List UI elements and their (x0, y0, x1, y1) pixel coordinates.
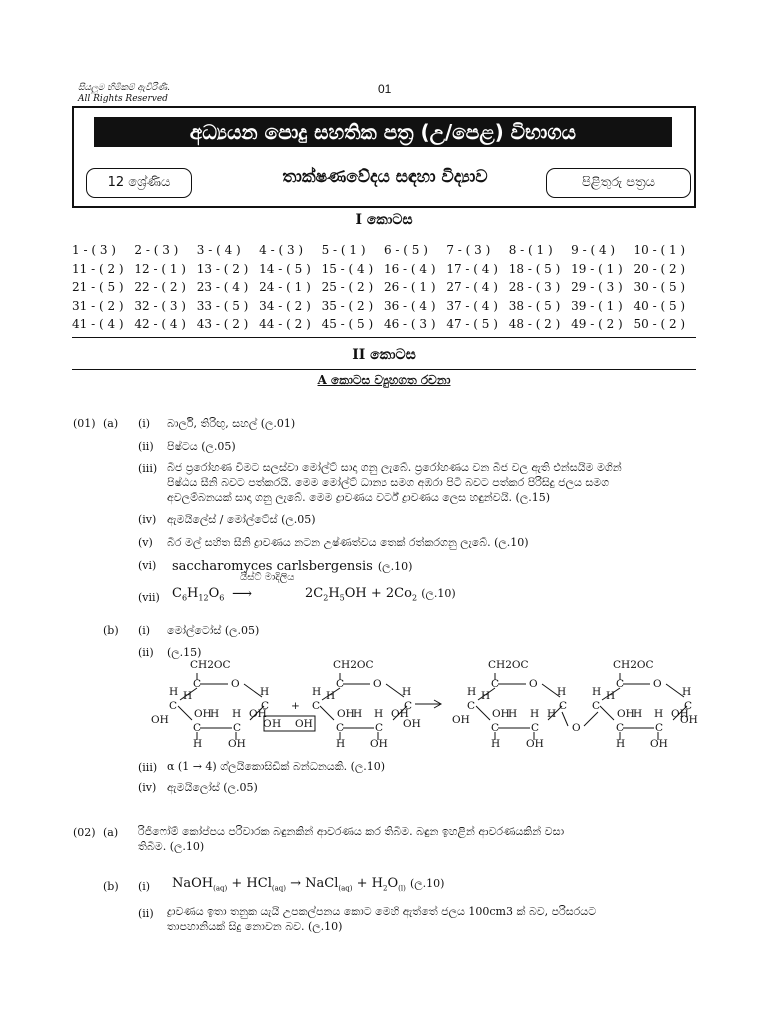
atom-label: OH (671, 708, 689, 720)
answer-line: රිජිෆෝම් කෝප්පය පරිවාරක බඳුනකින් ආවරණය කර තිබීම. බඳුන ඉහළින් ආවරණයකින් වසා (138, 825, 565, 838)
answer-paragraph (167, 904, 697, 934)
atom-label: H (353, 708, 363, 720)
mcq-answer: 25 - ( 2 ) (321, 280, 374, 294)
mcq-answer: 13 - ( 2 ) (196, 261, 249, 276)
atom-label: H (508, 708, 518, 720)
item-label: (i) (138, 624, 151, 637)
atom-label: H (481, 690, 491, 702)
page-number: 01 (378, 82, 392, 96)
atom-label: C (491, 722, 500, 734)
atom-label: OH (492, 708, 510, 720)
rights-sinhala: සියලුම හිමිකම් ඇවිරිණි. (78, 83, 171, 93)
mcq-answer: 16 - ( 4 ) (383, 261, 436, 276)
atom-label: C (531, 722, 540, 734)
atom-label: OH (295, 718, 313, 730)
atom-label: H (547, 708, 557, 720)
mcq-answer: 45 - ( 5 ) (321, 317, 374, 331)
answer-text: (ල.15) (167, 646, 202, 659)
atom-label: OH (403, 718, 421, 730)
reaction-reactant: $C_6H_{12}O_6$ (172, 586, 225, 603)
mcq-answer: 22 - ( 2 ) (134, 280, 186, 294)
atom-label: H (312, 686, 322, 698)
mcq-answer: 33 - ( 5 ) (196, 298, 249, 313)
atom-label: H (557, 686, 567, 698)
atom-label: OH (151, 714, 169, 726)
answer-line: තාපහානියක් සිදු නොවන බව. (ල.10) (167, 920, 343, 933)
answer-line: බීජ ප්‍රරෝහණ වීමට සලස්වා මෝල්ට් සාදා ගනු ලැබේ. ප්‍රරෝහණය වන බීජ වල ඇති එන්සයිම මගින් (167, 461, 622, 474)
marks: (ල.10) (409, 877, 445, 890)
atom-label: C (404, 700, 413, 712)
atom-label: H (467, 686, 477, 698)
mcq-answer: 3 - ( 4 ) (196, 243, 241, 257)
atom-label: H (260, 686, 270, 698)
mcq-answer: 39 - ( 1 ) (571, 298, 623, 313)
mcq-answer: 19 - ( 1 ) (571, 261, 623, 276)
mcq-answer: 47 - ( 5 ) (446, 317, 498, 331)
subpart-label: (b) (103, 880, 119, 893)
atom-label: OH (617, 708, 635, 720)
mcq-answer: 1 - ( 3 ) (72, 243, 116, 257)
part2-heading: II කොටස (352, 347, 416, 363)
subpart-label: (b) (103, 624, 119, 637)
atom-label: H (530, 708, 540, 720)
atom-label: C (261, 700, 270, 712)
atom-label: OH (650, 738, 668, 750)
mcq-answer: 12 - ( 1 ) (134, 261, 186, 276)
atom-label: H (232, 708, 242, 720)
organism-name: saccharomyces carlsbergensis (172, 559, 373, 574)
subpart-label: (a) (103, 826, 119, 839)
atom-label: OH (526, 738, 544, 750)
mcq-answer: 41 - ( 4 ) (72, 317, 124, 331)
atom-label: O (529, 678, 538, 690)
answer-text: පිෂ්ටය (ල.05) (167, 440, 236, 453)
answer-text: α (1 → 4) ග්ලයිකොසිඩික් බන්ධනයකි. (ල.10) (167, 760, 386, 773)
mcq-answer: 8 - ( 1 ) (508, 243, 553, 257)
mcq-answer: 2 - ( 3 ) (134, 243, 179, 257)
mcq-answer: 36 - ( 4 ) (383, 298, 436, 313)
mcq-answer: 26 - ( 1 ) (383, 280, 436, 294)
part1-heading: I කොටස (355, 212, 413, 228)
mcq-answer: 4 - ( 3 ) (259, 243, 304, 257)
mcq-answer: 35 - ( 2 ) (321, 298, 374, 313)
mcq-answer: 6 - ( 5 ) (383, 243, 428, 257)
answer-text: බාර්ලි, තිරිඟු, සහල් (ල.01) (167, 417, 296, 430)
mcq-answer: 5 - ( 1 ) (321, 243, 366, 257)
mcq-answer: 30 - ( 5 ) (633, 280, 686, 294)
answer-text: මෝල්ටෝස් (ල.05) (167, 624, 260, 637)
mcq-answer: 28 - ( 3 ) (508, 280, 561, 294)
reaction-arrow: ⟶ (232, 586, 253, 602)
atom-label: H (183, 690, 193, 702)
atom-label: OH (680, 714, 698, 726)
atom-label: C (684, 700, 693, 712)
atom-label: OH (249, 708, 267, 720)
mcq-answer: 34 - ( 2 ) (259, 298, 311, 313)
atom-label: C (169, 700, 178, 712)
atom-label: CH2OC (488, 659, 529, 671)
atom-label: C (467, 700, 476, 712)
mcq-answer: 38 - ( 5 ) (508, 298, 561, 313)
question-number: (02) (73, 826, 96, 839)
question-number: (01) (73, 417, 96, 430)
atom-label: H (682, 686, 692, 698)
atom-label: H (402, 686, 412, 698)
mcq-answer: 40 - ( 5 ) (633, 298, 686, 313)
mcq-answer: 10 - ( 1 ) (633, 243, 686, 257)
mcq-answer: 14 - ( 5 ) (259, 261, 311, 276)
rights-english: All Rights Reserved (78, 94, 168, 104)
atom-label: CH2OC (333, 659, 374, 671)
mcq-answer: 17 - ( 4 ) (446, 261, 498, 276)
answer-line: අවලම්බනයක් සාදා ගනු ලැබේ. මෙම ද්‍රාවණය වර්ට් ද්‍රාවණය ලෙස හඳුන්වයි. (ල.15) (167, 491, 551, 504)
mcq-answer: 50 - ( 2 ) (633, 317, 686, 331)
marks: (ල.10) (421, 587, 456, 600)
item-label: (iii) (138, 761, 158, 774)
atom-label: C (375, 722, 384, 734)
atom-label: CH2OC (613, 659, 654, 671)
atom-label: H (606, 690, 616, 702)
mcq-answer: 37 - ( 4 ) (446, 298, 498, 313)
atom-label: H (654, 708, 664, 720)
mcq-answer: 21 - ( 5 ) (72, 280, 124, 294)
mcq-answer: 42 - ( 4 ) (134, 317, 186, 331)
atom-label: H (210, 708, 220, 720)
atom-label: H (616, 738, 626, 750)
atom-label: C (655, 722, 664, 734)
marks: (ල.10) (377, 560, 413, 573)
mcq-answer: 32 - ( 3 ) (134, 298, 186, 313)
atom-label: H (592, 686, 602, 698)
atom-label: H (169, 686, 179, 698)
atom-label: C (336, 722, 345, 734)
answer-line: පිෂ්ඨය සීනි බවට පත්කරයි. මෙම මෝල්ට් ධාන්‍ය සමග අඹරා පිටි බවට පත්කර පිරිසිදු ජලය සමග (167, 476, 610, 489)
doc-type-badge: පිළිතුරු පත්‍රය (546, 168, 691, 198)
atom-label: H (272, 718, 282, 730)
item-label: (vi) (138, 559, 157, 572)
atom-label: C (616, 722, 625, 734)
mcq-answer: 46 - ( 3 ) (383, 317, 436, 331)
mcq-answer: 44 - ( 2 ) (259, 317, 311, 331)
atom-label: OH (452, 714, 470, 726)
atom-label: C (336, 678, 345, 690)
answer-text: බීර මල් සහිත සීනි ද්‍රාවණය නටන උෂ්ණත්වය තෙක් රත්කරගනු ලැබේ. (ල.10) (167, 536, 529, 549)
mcq-answer: 29 - ( 3 ) (571, 280, 623, 294)
answer-line: ද්‍රාවණය ඉතා තනුක යැයි උපකල්පනය කොට මෙහි ඇත්තේ ජලය 100cm3 ක් බව, පරිසරයට (167, 905, 597, 918)
atom-label: H (336, 738, 346, 750)
atom-label: OH (194, 708, 212, 720)
answer-text: ඇමයිලේස් / මෝල්ටේස් (ල.05) (167, 513, 316, 526)
atom-label: C (616, 678, 625, 690)
item-label: (ii) (138, 646, 154, 659)
mcq-answer: 48 - ( 2 ) (508, 317, 561, 331)
atom-label: C (559, 700, 568, 712)
mcq-answer: 27 - ( 4 ) (446, 280, 498, 294)
mcq-answer: 7 - ( 3 ) (446, 243, 491, 257)
item-label: (vii) (138, 591, 160, 604)
plus-sign: + (291, 700, 300, 712)
mcq-answer: 20 - ( 2 ) (633, 261, 686, 276)
mcq-answer: 18 - ( 5 ) (508, 261, 561, 276)
item-label: (iv) (138, 513, 157, 526)
mcq-answer: 23 - ( 4 ) (196, 280, 249, 294)
mcq-answer: 43 - ( 2 ) (196, 317, 249, 331)
answer-line: තිබීම. (ල.10) (138, 840, 205, 853)
atom-label: C (233, 722, 242, 734)
atom-label: O (373, 678, 382, 690)
mcq-answer: 11 - ( 2 ) (72, 261, 124, 276)
atom-label: O (263, 718, 272, 730)
grade-badge: 12 ශ්‍රේණිය (86, 168, 192, 198)
atom-label: H (193, 738, 203, 750)
answer-text: ඇමයිලෝස් (ල.05) (167, 781, 258, 794)
atom-label: C (193, 678, 202, 690)
item-label: (v) (138, 536, 153, 549)
item-label: (i) (138, 880, 151, 893)
mcq-answer: 31 - ( 2 ) (72, 298, 124, 313)
glycosidic-oxygen: O (572, 722, 581, 734)
mcq-answer: 9 - ( 4 ) (571, 243, 616, 257)
atom-label: OH (370, 738, 388, 750)
atom-label: OH (337, 708, 355, 720)
atom-label: C (491, 678, 500, 690)
atom-label: OH (391, 708, 409, 720)
reaction-catalyst: යීස්ට් මාදිලිය (240, 572, 295, 583)
subpart-label: (a) (103, 417, 119, 430)
atom-label: C (592, 700, 601, 712)
atom-label: O (231, 678, 240, 690)
atom-label: H (491, 738, 501, 750)
atom-label: CH2OC (190, 659, 231, 671)
atom-label: OH (228, 738, 246, 750)
atom-label: C (312, 700, 321, 712)
item-label: (ii) (138, 440, 154, 453)
mcq-answer: 49 - ( 2 ) (571, 317, 623, 331)
answer-paragraph (138, 824, 698, 854)
mcq-answer: 15 - ( 4 ) (321, 261, 374, 276)
atom-label: H (326, 690, 336, 702)
atom-label: C (193, 722, 202, 734)
item-label: (ii) (138, 907, 154, 920)
atom-label: H (633, 708, 643, 720)
reaction-equation: NaOH$_{(aq)}$ + HCl$_{(aq)}$ → NaCl$_{(aq)}$ + $H_2O_{(l)}$ (ල.10) (172, 876, 445, 893)
exam-title: අධ්‍යයන පොදු සහතික පත්‍ර (උ/පෙළ) විභාගය (94, 117, 672, 147)
atom-label: H (374, 708, 384, 720)
item-label: (iii) (138, 462, 158, 475)
reaction-product: $2C_2H_5OH + 2Co_2$ (ල.10) (305, 586, 456, 603)
item-label: (iv) (138, 781, 157, 794)
part2-subheading: A කොටස ව්‍යුහගත රචනා (317, 373, 451, 387)
mcq-answer: 24 - ( 1 ) (259, 280, 311, 294)
atom-label: O (653, 678, 662, 690)
subject-title: තාක්ෂණවේදය සඳහා විද්‍යාව (282, 167, 488, 187)
item-label: (i) (138, 417, 151, 430)
